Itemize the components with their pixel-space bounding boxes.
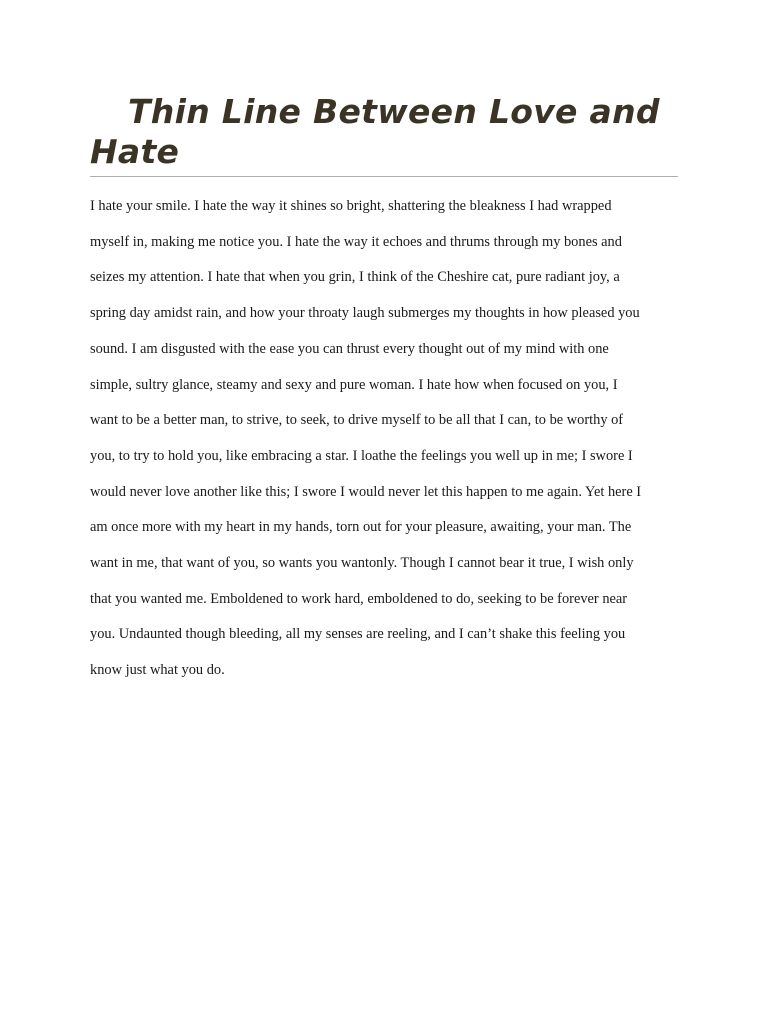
body-paragraph: I hate your smile. I hate the way it shines so bright, shattering the bleakness I had wrapped myself in, making me notice you. I hate the way it echoes and thrums through my bones and seizes my attention. I hate that when you grin, I think of the Cheshire cat, pure radiant joy, a spring day amidst rain, and how your throaty laugh submerges my thoughts in how pleased you sound. I am disgusted with the ease you can thrust every thought out of my mind with one simple, sultry glance, steamy and sexy and pure woman. I hate how when focused on you, I want to be a better man, to strive, to seek, to drive myself to be all that I can, to be worthy of you, to try to hold you, like embracing a star. I loathe the feelings you well up in me; I swore I would never love another like this; I swore I would never let this happen to me again. Yet here I am once more with my heart in my hands, torn out for your pleasure, awaiting, your man. The want in me, that want of you, so wants you wantonly. Though I cannot bear it true, I wish only that you wanted me. Emboldened to work hard, emboldened to do, seeking to be forever near you. Undaunted though bleeding, all my senses are reeling, and I can’t shake this feeling you know just what you do.: [90, 198, 642, 679]
page-title: Thin Line Between Love and Hate: [90, 92, 660, 171]
title-divider: [90, 176, 678, 177]
